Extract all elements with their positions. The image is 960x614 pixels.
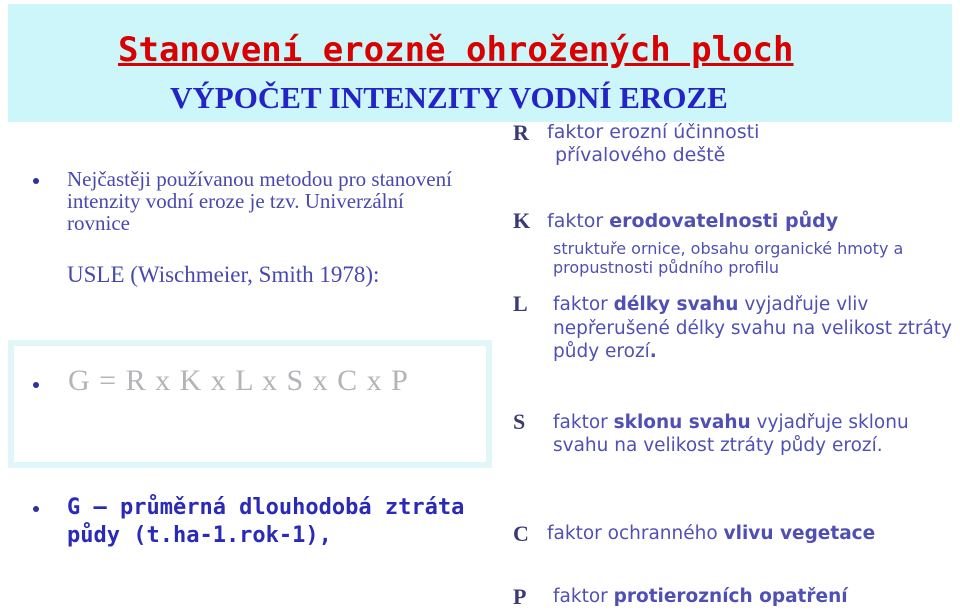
factor-l-rest: vyjadřuje vliv nepřerušené délky svahu na velikost ztráty půdy erozí — [553, 294, 952, 362]
factor-k-bold: erodovatelnosti půdy — [609, 210, 839, 232]
g-definition: G – průměrná dlouhodobá ztráta půdy (t.ha-1.rok-1), — [67, 495, 465, 548]
factor-s-prefix: faktor — [553, 412, 614, 433]
factor-c-prefix: faktor ochranného — [547, 523, 724, 544]
factor-s-text — [553, 411, 953, 457]
bullet-equation — [33, 382, 39, 388]
equation-text: G = R x K x L x S x C x P — [68, 364, 409, 397]
factor-k-letter: K — [513, 208, 531, 233]
usle-label: USLE (Wischmeier, Smith 1978): — [67, 262, 380, 287]
factor-p-bold: protierozních opatření — [613, 586, 848, 607]
factor-p-text — [553, 586, 848, 608]
slide-title: Stanovení erozně ohrožených ploch — [118, 30, 794, 70]
factor-s-bold: sklonu svahu — [613, 412, 751, 433]
factor-l-end: . — [649, 341, 657, 362]
factor-r-text2: přívalového deště — [555, 144, 726, 166]
factor-c-text — [547, 523, 875, 545]
intro-text: Nejčastěji používanou metodou pro stanovení intenzity vodní eroze je tzv. Univerzální rovnice — [67, 167, 452, 235]
factor-l-text — [553, 293, 953, 364]
factor-p-prefix: faktor — [553, 586, 614, 607]
factor-r-text1: faktor erozní účinnosti — [547, 121, 760, 143]
factor-c-bold: vlivu vegetace — [723, 523, 876, 544]
bullet-g-definition — [33, 506, 39, 512]
factor-p-letter: P — [513, 584, 527, 609]
slide-subtitle: VÝPOČET INTENZITY VODNÍ EROZE — [170, 80, 728, 115]
factor-l-bold: délky svahu — [613, 294, 739, 315]
factor-k-prefix: faktor — [547, 210, 610, 232]
factor-s-letter: S — [513, 409, 526, 434]
equation-box — [8, 340, 492, 468]
factor-s-rest: vyjadřuje sklonu svahu na velikost ztráty půdy erozí. — [553, 412, 909, 456]
factor-l-prefix: faktor — [553, 294, 614, 315]
factor-c-letter: C — [513, 521, 529, 546]
factor-k-description: struktuře ornice, obsahu organické hmoty a propustnosti půdního profilu — [553, 239, 904, 277]
factor-k-text — [547, 210, 838, 232]
factor-l-letter: L — [513, 291, 528, 316]
bullet-intro — [33, 178, 39, 184]
factor-r-letter: R — [513, 120, 529, 145]
